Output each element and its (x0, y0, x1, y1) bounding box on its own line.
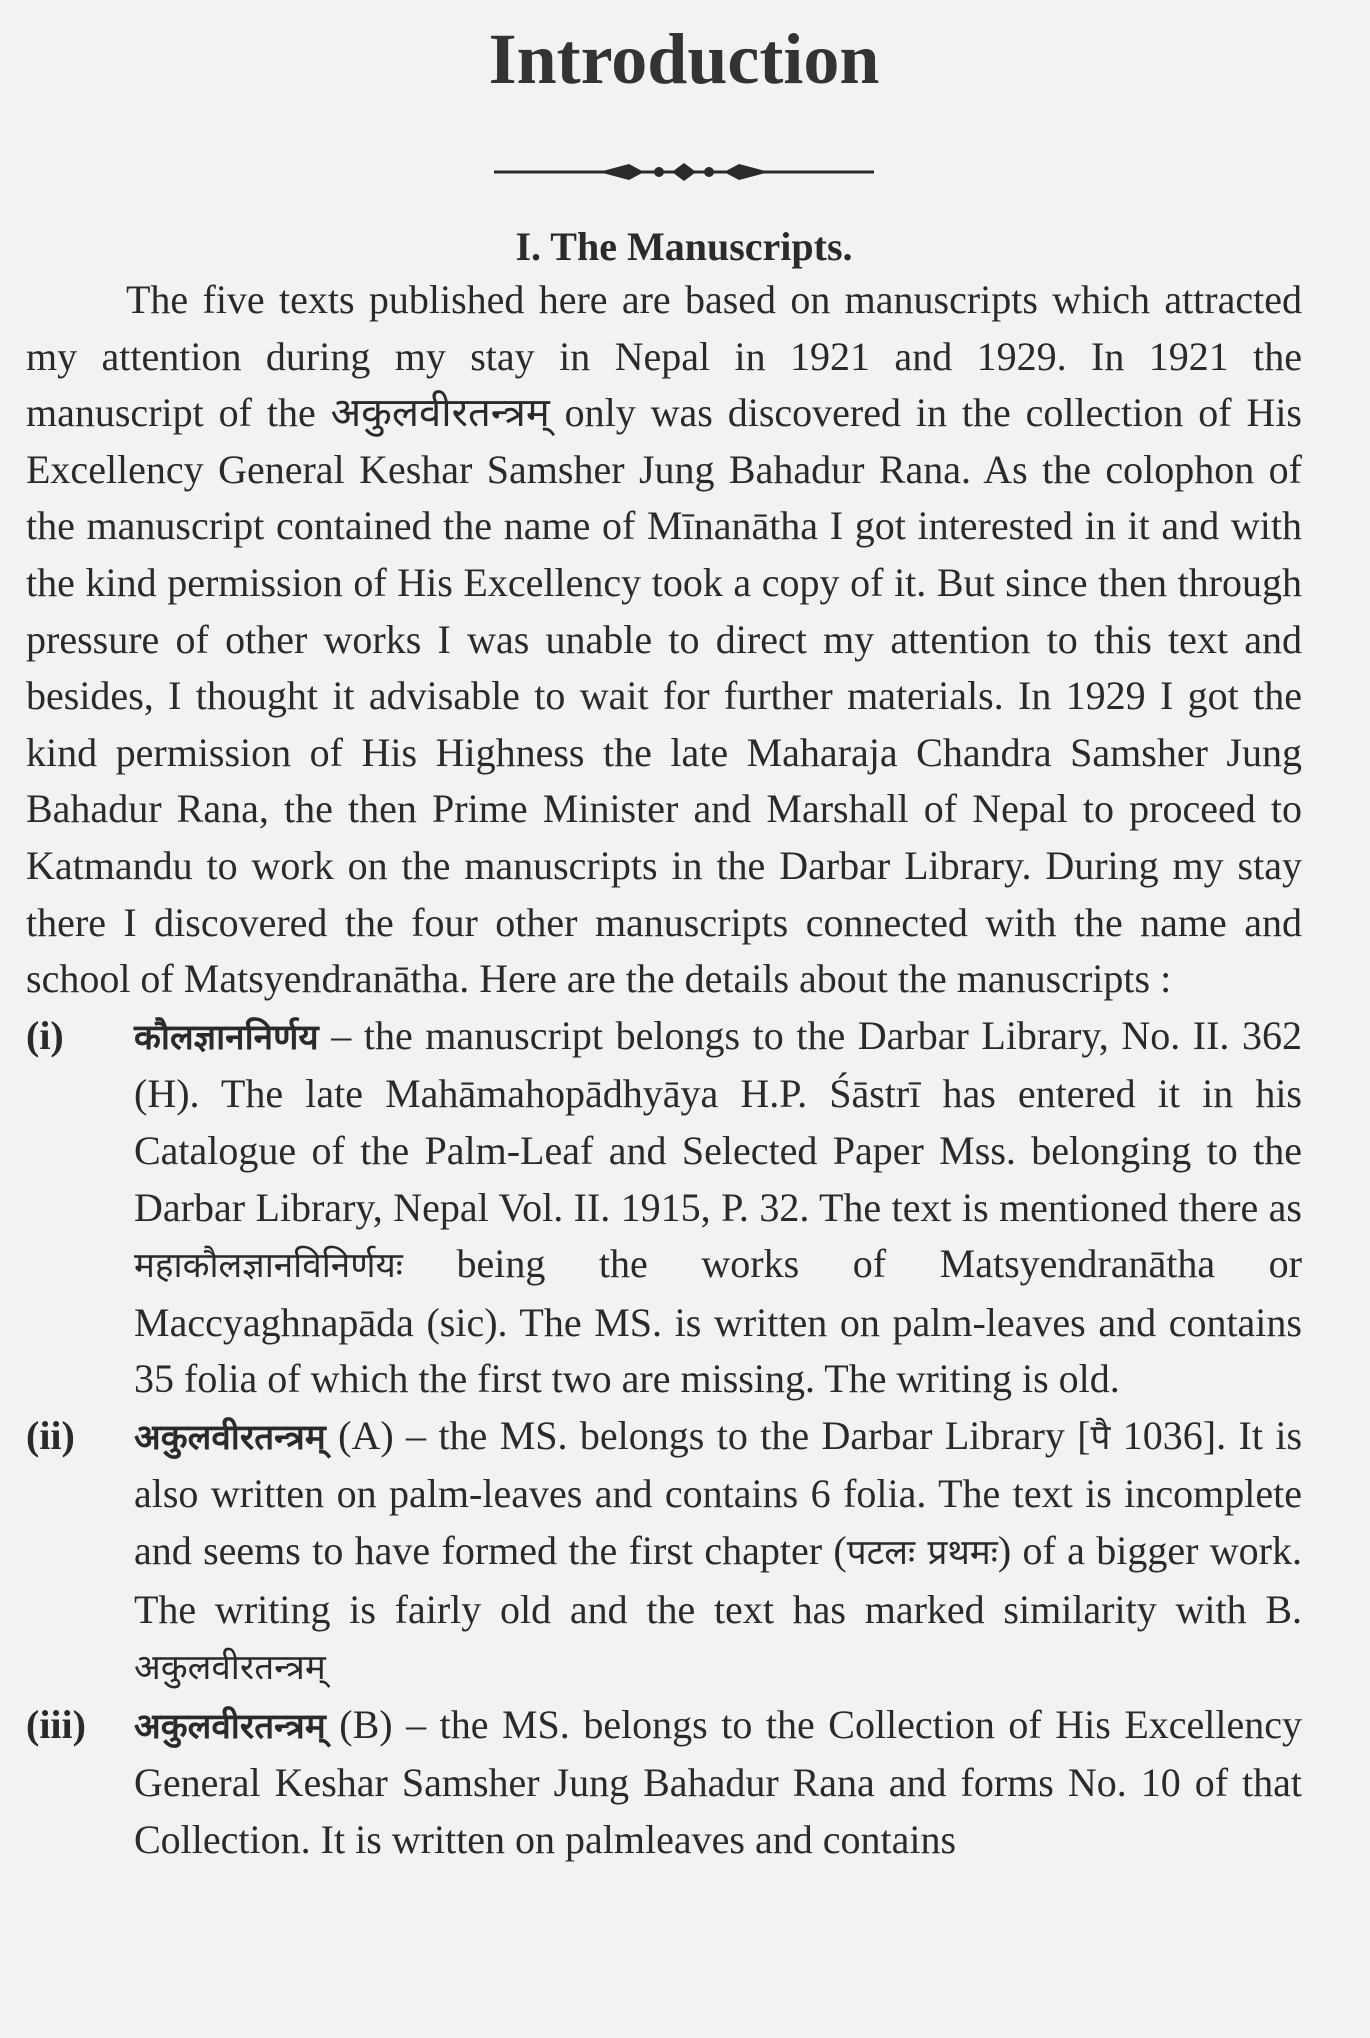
item-text: अकुलवीरतन्त्रम् (A) – the MS. belongs to the Darbar Library [पै 1036]. It is also written on palm-leaves and contains 6 folia. The text is incomplete and seems to have formed the first chapter (पटलः प्रथमः) of a bigger work. The writing is fairly old and the text has marked similarity with B. अकुलवीरतन्त्रम् (134, 1412, 1303, 1689)
item-text: अकुलवीरतन्त्रम् (B) – the MS. belongs to the Collection of His Excellency General Keshar Samsher Jung Bahadur Rana and forms No. 10 of that Collection. It is written on palmleaves and contains (134, 1701, 1302, 1863)
intro-paragraph: The five texts published here are based on manuscripts which attracted my attention during my stay in Nepal in 1921 and 1929. In 1921 the manuscript of the अकुलवीरतन्त्रम् only was discovered in the collection of His Excellency General Keshar Samsher Jung Bahadur Rana. As the colophon of the manuscript contained the name of Mīnanātha I got interested in it and with the kind permission of His Excellency took a copy of it. But since then through pressure of other works I was unable to direct my attention to this text and besides, I thought it advisable to wait for further materials. In 1929 I got the kind permission of His Highness the late Maharaja Chandra Samsher Jung Bahadur Rana, the then Prime Minister and Marshall of Nepal to proceed to Katmandu to work on the manuscripts in the Darbar Library. During my stay there I discovered the four other manuscripts connected with the name and school of Matsyendranātha. Here are the details about the manuscripts : (26, 277, 1302, 1002)
page-title: Introduction (488, 19, 880, 99)
item-number: (ii) (26, 1412, 75, 1458)
list-item (26, 1697, 1302, 1869)
manuscript-list (26, 1008, 1302, 1869)
item-text: कौलज्ञाननिर्णय – the manuscript belongs to the Darbar Library, No. II. 362 (H). The late Mahāmahopādhyāya H.P. Śāstrī has entered it in his Catalogue of the Palm-Leaf and Selected Paper Mss. belonging to the Darbar Library, Nepal Vol. II. 1915, P. 32. The text is mentioned there as महाकौलज्ञानविनिर्णयः being the works of Matsyendranātha or Maccyaghnapāda (sic). The MS. is written on palm-leaves and contains 35 folia of which the first two are missing. The writing is old. (134, 1012, 1302, 1402)
section-heading: I. The Manuscripts. (515, 224, 853, 269)
item-title: अकुलवीरतन्त्रम् (134, 1706, 326, 1747)
item-number: (i) (26, 1012, 64, 1058)
item-title: कौलज्ञाननिर्णय (134, 1017, 319, 1058)
list-item (26, 1408, 1302, 1697)
ornament-divider-icon (494, 160, 874, 184)
item-title: अकुलवीरतन्त्रम् (134, 1417, 326, 1458)
item-number: (iii) (26, 1701, 86, 1747)
list-item (26, 1008, 1302, 1408)
